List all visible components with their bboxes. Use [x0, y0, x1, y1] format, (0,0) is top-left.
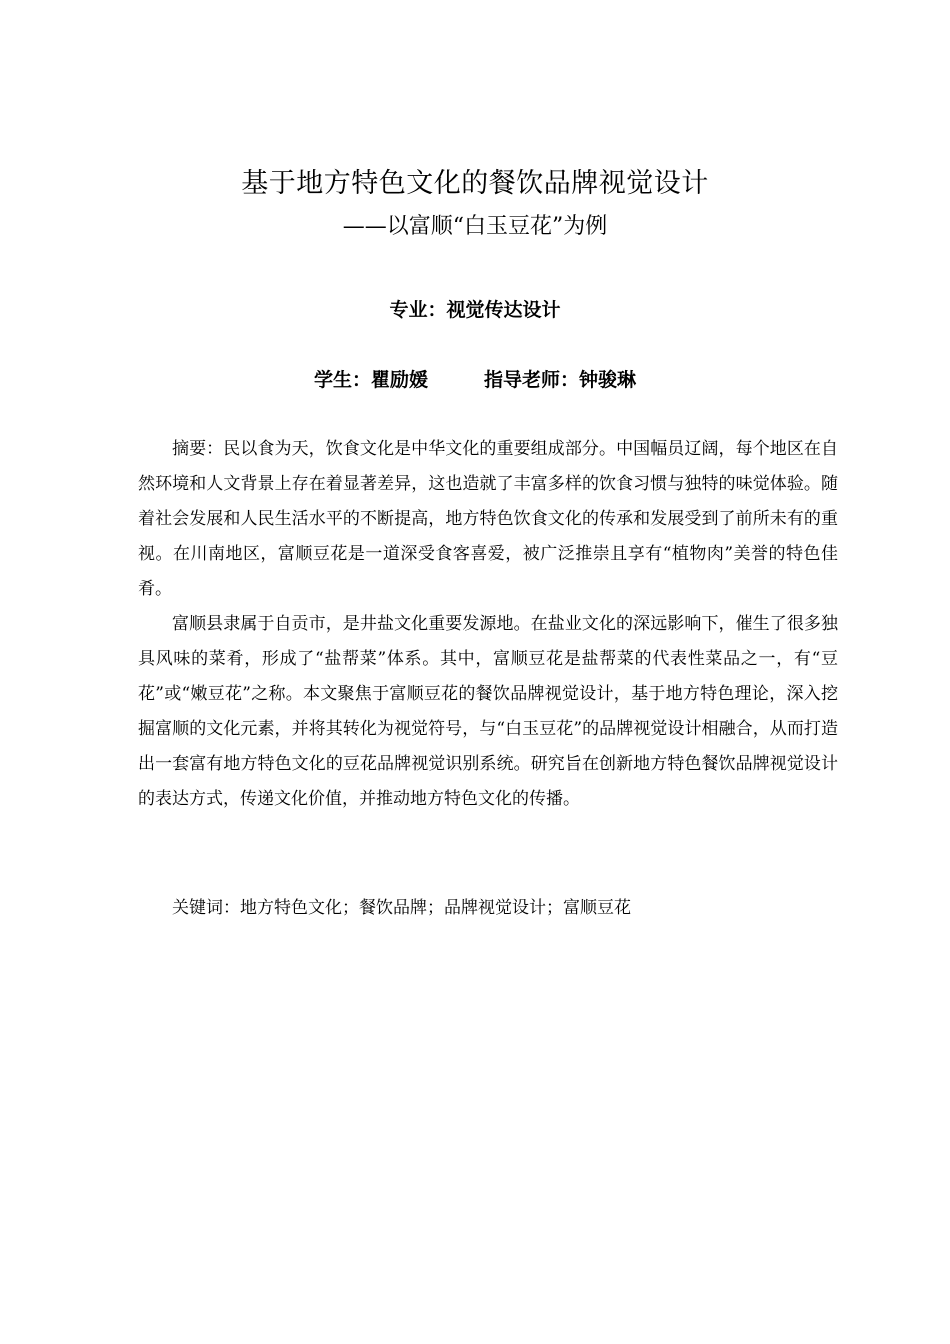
abstract-paragraph — [138, 432, 838, 607]
abstract-text-1: 民以食为天，饮食文化是中华文化的重要组成部分。中国幅员辽阔，每个地区在自然环境和人文背景上存在着显著差异，这也造就了丰富多样的饮食习惯与独特的味觉体验。随着社会发展和人民生活水平的不断提高，地方特色饮食文化的传承和发展受到了前所未有的重视。在川南地区，富顺豆花是一道深受食客喜爱，被广泛推崇且享有“植物肉”美誉的特色佳肴。 — [138, 439, 839, 599]
major-label: 专业： — [389, 299, 447, 321]
advisor-label: 指导老师： — [484, 369, 580, 391]
student-label: 学生： — [313, 369, 371, 391]
major-line — [0, 296, 950, 324]
keywords-label: 关键词： — [172, 898, 240, 918]
keywords-value: 地方特色文化；餐饮品牌；品牌视觉设计；富顺豆花 — [240, 898, 631, 918]
keywords-line — [138, 893, 838, 923]
advisor-name: 钟骏琳 — [579, 369, 637, 391]
abstract-section — [138, 432, 838, 817]
student-name: 瞿励媛 — [370, 369, 428, 391]
major-value: 视觉传达设计 — [446, 299, 561, 321]
author-line — [0, 366, 950, 394]
thesis-title: 基于地方特色文化的餐饮品牌视觉设计 — [241, 168, 709, 199]
thesis-subtitle: ——以富顺“白玉豆花”为例 — [342, 214, 608, 239]
abstract-label: 摘要： — [172, 439, 224, 459]
abstract-paragraph: 富顺县隶属于自贡市，是井盐文化重要发源地。在盐业文化的深远影响下，催生了很多独具风味的菜肴，形成了“盐帮菜”体系。其中，富顺豆花是盐帮菜的代表性菜品之一，有“豆花”或“嫩豆花”之称。本文聚焦于富顺豆花的餐饮品牌视觉设计，基于地方特色理论，深入挖掘富顺的文化元素，并将其转化为视觉符号，与“白玉豆花”的品牌视觉设计相融合，从而打造出一套富有地方特色文化的豆花品牌视觉识别系统。研究旨在创新地方特色餐饮品牌视觉设计的表达方式，传递文化价值，并推动地方特色文化的传播。 — [138, 614, 838, 809]
